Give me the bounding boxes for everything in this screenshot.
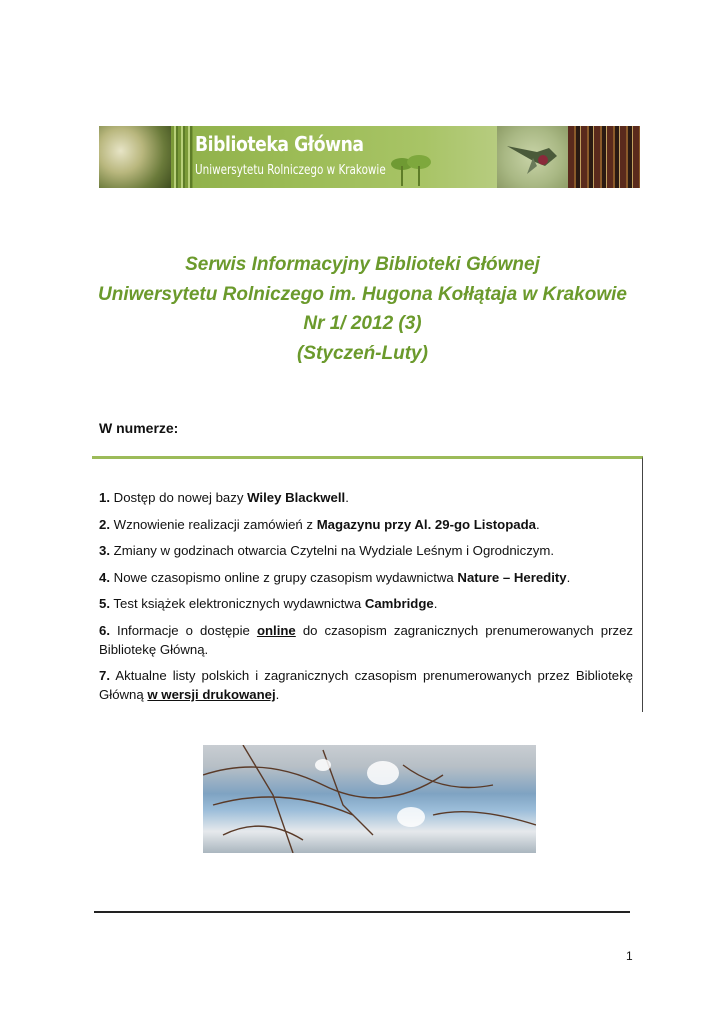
item-text: Aktualne listy polskich i zagranicznych czasopism prenumerowanych przez Bibliotekę Główną <box>99 668 633 702</box>
toc-item <box>99 666 633 704</box>
toc-item <box>99 568 633 587</box>
toc-list <box>99 488 633 712</box>
winter-branches-photo <box>203 745 536 853</box>
item-text: Dostęp do nowej bazy <box>110 490 248 505</box>
banner-title: Biblioteka Główna <box>195 132 364 156</box>
heading-line-3: Nr 1/ 2012 (3) <box>303 313 422 334</box>
item-text-end: . <box>566 569 571 585</box>
item-bold: Magazynu przy Al. 29-go Listopada <box>316 516 537 532</box>
footer-divider <box>94 911 630 913</box>
item-text: Test książek elektronicznych wydawnictwa <box>110 596 365 611</box>
item-number: 7. <box>99 668 110 683</box>
item-number: 1. <box>99 490 110 505</box>
newsletter-heading <box>60 250 665 368</box>
branches-illustration <box>203 745 536 853</box>
item-text-end: . <box>536 516 540 532</box>
page-number: 1 <box>626 949 633 963</box>
banner-photo-left <box>99 126 171 188</box>
item-number: 3. <box>99 543 110 558</box>
item-number: 2. <box>99 516 110 532</box>
item-text: Zmiany w godzinach otwarcia Czytelni na Wydziale Leśnym i Ogrodniczym. <box>110 543 555 558</box>
item-bold: Cambridge <box>364 596 434 611</box>
hummingbird-icon <box>497 126 569 188</box>
banner-subtitle: Uniwersytetu Rolniczego w Krakowie <box>195 163 386 178</box>
toc-item <box>99 594 633 613</box>
toc-item <box>99 621 633 659</box>
item-text-end: . <box>345 490 349 505</box>
toc-item <box>99 541 633 560</box>
item-text-end: . <box>433 596 438 611</box>
heading-line-2: Uniwersytetu Rolniczego im. Hugona Kołłątaja w Krakowie <box>98 283 627 305</box>
header-banner <box>99 126 640 188</box>
item-bold: Nature – Heredity <box>457 569 567 585</box>
item-number: 4. <box>99 569 110 585</box>
item-text-end: . <box>275 687 280 702</box>
item-bold-link[interactable]: w wersji drukowanej <box>147 687 276 702</box>
banner-photo-books <box>568 126 640 188</box>
heading-line-4: (Styczeń-Luty) <box>297 342 428 364</box>
heading-line-1: Serwis Informacyjny Biblioteki Głównej <box>185 254 540 275</box>
item-text: Informacje o dostępie <box>110 622 257 638</box>
item-text: Nowe czasopismo online z grupy czasopism wydawnictwa <box>110 569 458 585</box>
banner-stripes <box>171 126 193 188</box>
toc-item <box>99 488 633 507</box>
item-number: 6. <box>99 622 110 638</box>
toc-item <box>99 515 633 534</box>
item-text: Wznowienie realizacji zamówień z <box>110 516 317 532</box>
toc-label: W numerze: <box>99 420 179 436</box>
item-bold: Wiley Blackwell <box>247 490 346 505</box>
item-text-end: do czasopism zagranicznych prenumerowanych przez Bibliotekę Główną. <box>99 622 633 657</box>
item-number: 5. <box>99 596 110 611</box>
item-bold-link[interactable]: online <box>256 622 296 638</box>
tree-icon <box>389 152 433 188</box>
banner-photo-bird <box>497 126 569 188</box>
